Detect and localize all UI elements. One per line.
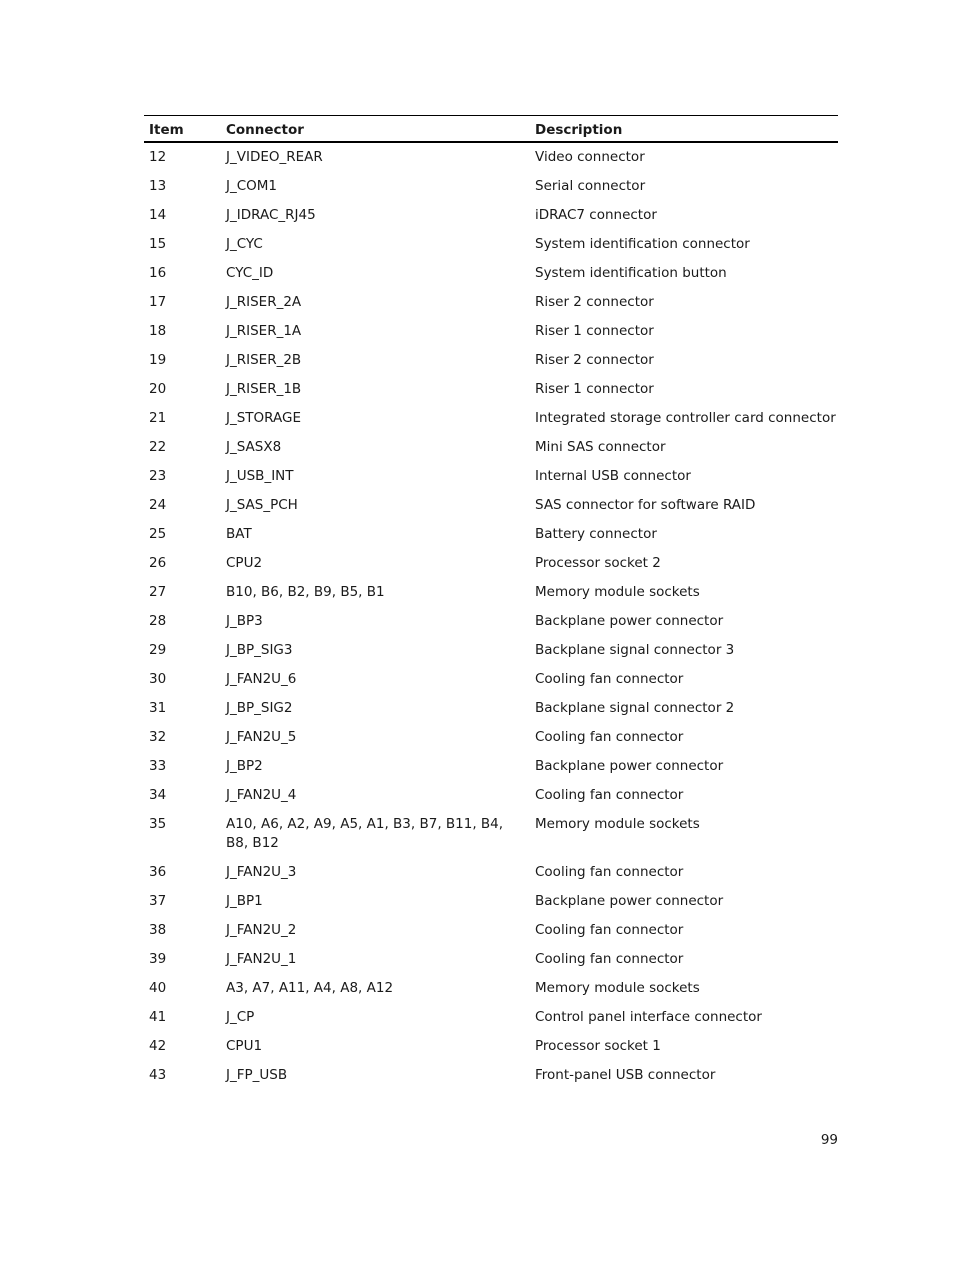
connector-cell: J_RISER_1A [226, 322, 302, 339]
connector-cell: J_BP_SIG2 [226, 699, 293, 716]
table-row [144, 230, 838, 259]
table-row [144, 578, 838, 607]
description-cell: Cooling fan connector [535, 728, 684, 745]
item-cell: 26 [149, 554, 167, 571]
item-cell: 27 [149, 583, 167, 600]
connector-cell: J_FP_USB [226, 1066, 288, 1083]
connector-cell: A3, A7, A11, A4, A8, A12 [226, 979, 394, 996]
description-cell: Backplane power connector [535, 757, 724, 774]
description-cell: Memory module sockets [535, 815, 700, 832]
connector-cell: BAT [226, 525, 252, 542]
description-cell: Cooling fan connector [535, 921, 684, 938]
item-cell: 18 [149, 322, 167, 339]
description-cell: Backplane signal connector 2 [535, 699, 735, 716]
description-cell: Front-panel USB connector [535, 1066, 716, 1083]
description-cell: Riser 1 connector [535, 380, 654, 397]
item-cell: 16 [149, 264, 167, 281]
description-cell: iDRAC7 connector [535, 206, 657, 223]
item-cell: 37 [149, 892, 167, 909]
table-row [144, 636, 838, 665]
item-cell: 33 [149, 757, 167, 774]
description-cell: Processor socket 1 [535, 1037, 661, 1054]
item-cell: 19 [149, 351, 167, 368]
header-item: Item [144, 116, 221, 142]
table-body [144, 142, 838, 1090]
description-cell: Memory module sockets [535, 583, 700, 600]
item-cell: 12 [149, 148, 167, 165]
description-cell: Riser 1 connector [535, 322, 654, 339]
item-cell: 30 [149, 670, 167, 687]
table-row [144, 607, 838, 636]
item-cell: 17 [149, 293, 167, 310]
table-row [144, 752, 838, 781]
item-cell: 14 [149, 206, 167, 223]
table-row [144, 945, 838, 974]
table-row [144, 404, 838, 433]
item-cell: 36 [149, 863, 167, 880]
page-number: 99 [820, 1132, 838, 1148]
connector-cell: CYC_ID [226, 264, 274, 281]
connector-cell: J_FAN2U_4 [226, 786, 297, 803]
item-cell: 31 [149, 699, 167, 716]
item-cell: 28 [149, 612, 167, 629]
connector-cell: J_FAN2U_3 [226, 863, 297, 880]
description-cell: System identification connector [535, 235, 750, 252]
connector-cell: J_FAN2U_5 [226, 728, 297, 745]
table-row [144, 781, 838, 810]
table-row [144, 259, 838, 288]
connector-cell: J_FAN2U_1 [226, 950, 297, 967]
header-connector: Connector [221, 116, 530, 142]
item-cell: 38 [149, 921, 167, 938]
table-row [144, 201, 838, 230]
table-row [144, 317, 838, 346]
item-cell: 13 [149, 177, 167, 194]
connector-cell: J_CP [226, 1008, 255, 1025]
connector-cell: J_USB_INT [226, 467, 294, 484]
table-row [144, 142, 838, 172]
connector-cell: J_COM1 [226, 177, 278, 194]
connector-cell: J_SASX8 [226, 438, 282, 455]
connector-cell: J_RISER_2B [226, 351, 302, 368]
connector-cell: CPU1 [226, 1037, 263, 1054]
table-row [144, 974, 838, 1003]
item-cell: 34 [149, 786, 167, 803]
table-row [144, 723, 838, 752]
description-cell: SAS connector for software RAID [535, 496, 756, 513]
connector-cell: J_IDRAC_RJ45 [226, 206, 316, 223]
description-cell: Cooling fan connector [535, 950, 684, 967]
table-row [144, 858, 838, 887]
description-cell: Control panel interface connector [535, 1008, 762, 1025]
table-row [144, 288, 838, 317]
connector-cell: A10, A6, A2, A9, A5, A1, B3, B7, B11, B4, B8, B12 [226, 815, 504, 851]
table-row [144, 549, 838, 578]
item-cell: 22 [149, 438, 167, 455]
table-row [144, 491, 838, 520]
table-row [144, 694, 838, 723]
description-cell: Cooling fan connector [535, 670, 684, 687]
table-row [144, 1003, 838, 1032]
item-cell: 42 [149, 1037, 167, 1054]
connector-cell: J_SAS_PCH [226, 496, 298, 513]
connector-cell: J_FAN2U_6 [226, 670, 297, 687]
item-cell: 40 [149, 979, 167, 996]
description-cell: Mini SAS connector [535, 438, 666, 455]
description-cell: Cooling fan connector [535, 863, 684, 880]
connector-cell: J_BP3 [226, 612, 263, 629]
connector-cell: J_STORAGE [226, 409, 301, 426]
connector-cell: J_RISER_2A [226, 293, 302, 310]
table-row [144, 346, 838, 375]
description-cell: Internal USB connector [535, 467, 691, 484]
connector-cell: J_BP_SIG3 [226, 641, 293, 658]
connector-cell: J_BP1 [226, 892, 263, 909]
table-row [144, 375, 838, 404]
description-cell: Cooling fan connector [535, 786, 684, 803]
connector-cell: CPU2 [226, 554, 263, 571]
item-cell: 20 [149, 380, 167, 397]
description-cell: Backplane signal connector 3 [535, 641, 735, 658]
connector-cell: J_VIDEO_REAR [226, 148, 323, 165]
item-cell: 25 [149, 525, 167, 542]
item-cell: 43 [149, 1066, 167, 1083]
header-row [144, 116, 838, 142]
description-cell: Processor socket 2 [535, 554, 661, 571]
item-cell: 21 [149, 409, 167, 426]
description-cell: Backplane power connector [535, 892, 724, 909]
connector-cell: J_FAN2U_2 [226, 921, 297, 938]
item-cell: 24 [149, 496, 167, 513]
connector-table [144, 115, 838, 1090]
item-cell: 32 [149, 728, 167, 745]
description-cell: Video connector [535, 148, 645, 165]
connector-cell: J_CYC [226, 235, 263, 252]
header-description: Description [530, 116, 838, 142]
table-row [144, 1061, 838, 1090]
description-cell: Serial connector [535, 177, 646, 194]
table-row [144, 916, 838, 945]
description-cell: Memory module sockets [535, 979, 700, 996]
table-row [144, 462, 838, 491]
item-cell: 29 [149, 641, 167, 658]
table-row [144, 172, 838, 201]
table-row [144, 665, 838, 694]
description-cell: Battery connector [535, 525, 657, 542]
connector-cell: J_BP2 [226, 757, 263, 774]
description-cell: Riser 2 connector [535, 293, 654, 310]
description-cell: Riser 2 connector [535, 351, 654, 368]
item-cell: 39 [149, 950, 167, 967]
description-cell: System identification button [535, 264, 727, 281]
description-cell: Backplane power connector [535, 612, 724, 629]
table-header [144, 116, 838, 142]
table-row [144, 810, 838, 858]
item-cell: 15 [149, 235, 167, 252]
table-row [144, 887, 838, 916]
connector-cell: B10, B6, B2, B9, B5, B1 [226, 583, 385, 600]
table-row [144, 433, 838, 462]
table-row [144, 1032, 838, 1061]
item-cell: 41 [149, 1008, 167, 1025]
item-cell: 23 [149, 467, 167, 484]
table-row [144, 520, 838, 549]
connector-cell: J_RISER_1B [226, 380, 302, 397]
item-cell: 35 [149, 815, 167, 832]
description-cell: Integrated storage controller card connector [535, 409, 836, 426]
